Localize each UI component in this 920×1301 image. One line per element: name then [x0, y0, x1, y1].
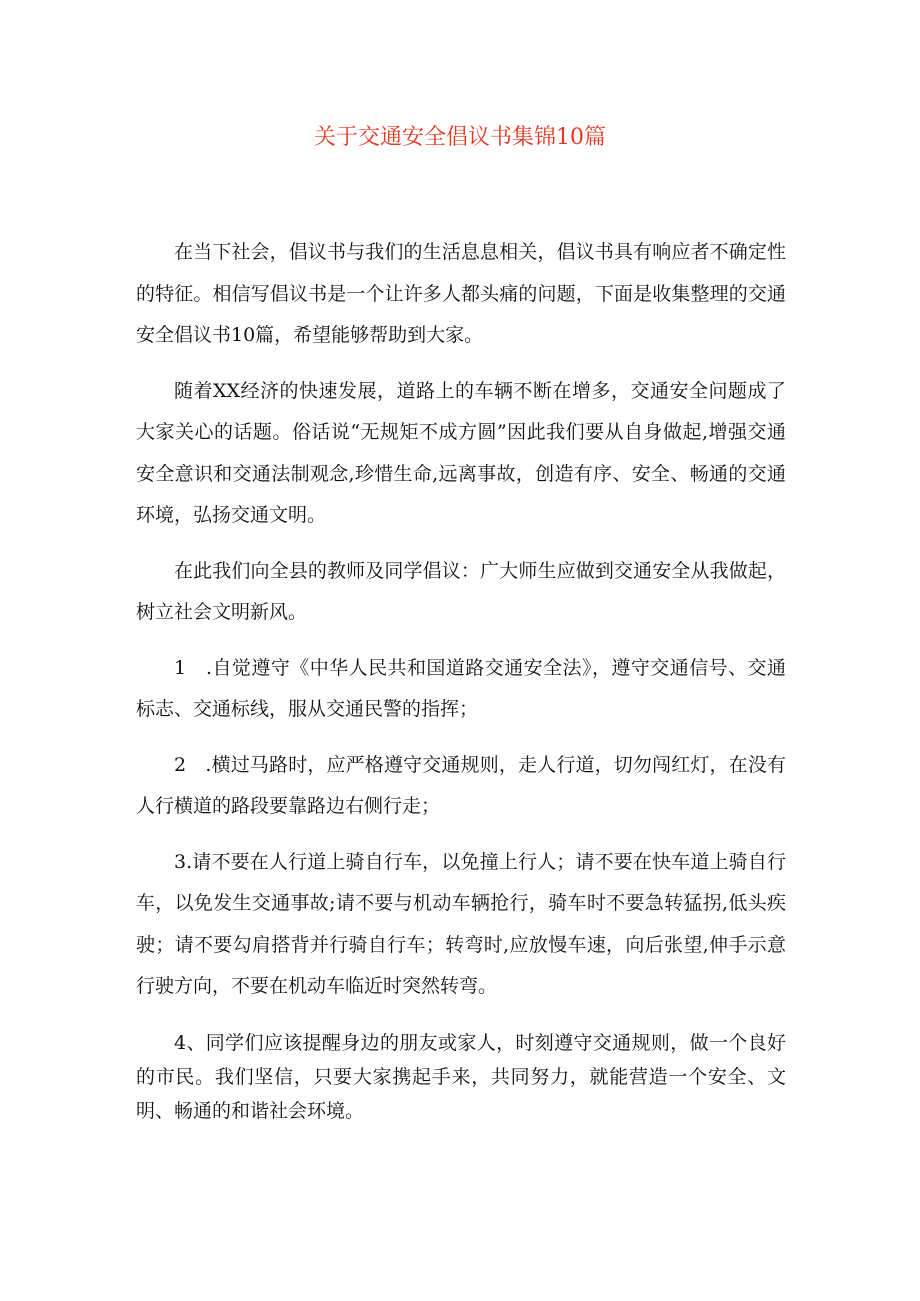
paragraph-item-4: 4、同学们应该提醒身边的朋友或家人，时刻遵守交通规则，做一个良好的市民。我们坚信，只要大家携起手来，共同努力，就能营造一个安全、文明、畅通的和谐社会环境。 — [136, 1031, 786, 1122]
document-title: 关于交通安全倡议书集锦10篇 — [314, 125, 606, 150]
paragraph-background: 随着XX经济的快速发展，道路上的车辆不断在增多，交通安全问题成了大家关心的话题。俗话说“无规矩不成方圆”因此我们要从自身做起,增强交通安全意识和交通法制观念,珍惜生命,远离事故，创造有序、安全、畅通的交通环境，弘扬交通文明。 — [136, 379, 786, 526]
paragraph-intro: 在当下社会，倡议书与我们的生活息息相关，倡议书具有响应者不确定性的特征。相信写倡议书是一个让许多人都头痛的问题，下面是收集整理的交通安全倡议书10篇，希望能够帮助到大家。 — [136, 241, 786, 346]
paragraph-appeal: 在此我们向全县的教师及同学倡议：广大师生应做到交通安全从我做起，树立社会文明新风。 — [136, 559, 786, 623]
paragraph-item-2: 2 .横过马路时，应严格遵守交通规则，走人行道，切勿闯红灯，在没有人行横道的路段要靠路边右侧行走； — [136, 753, 786, 817]
paragraph-item-3: 3.请不要在人行道上骑自行车，以免撞上行人；请不要在快车道上骑自行车，以免发生交通事故;请不要与机动车辆抢行，骑车时不要急转猛拐,低头疾驶；请不要勾肩搭背并行骑自行车；转弯时,应放慢车速，向后张望,伸手示意行驶方向，不要在机动车临近时突然转弯。 — [136, 850, 786, 997]
document-body — [136, 232, 786, 1142]
paragraph-item-1: 1 .自觉遵守《中华人民共和国道路交通安全法》，遵守交通信号、交通标志、交通标线，服从交通民警的指挥； — [136, 656, 786, 720]
